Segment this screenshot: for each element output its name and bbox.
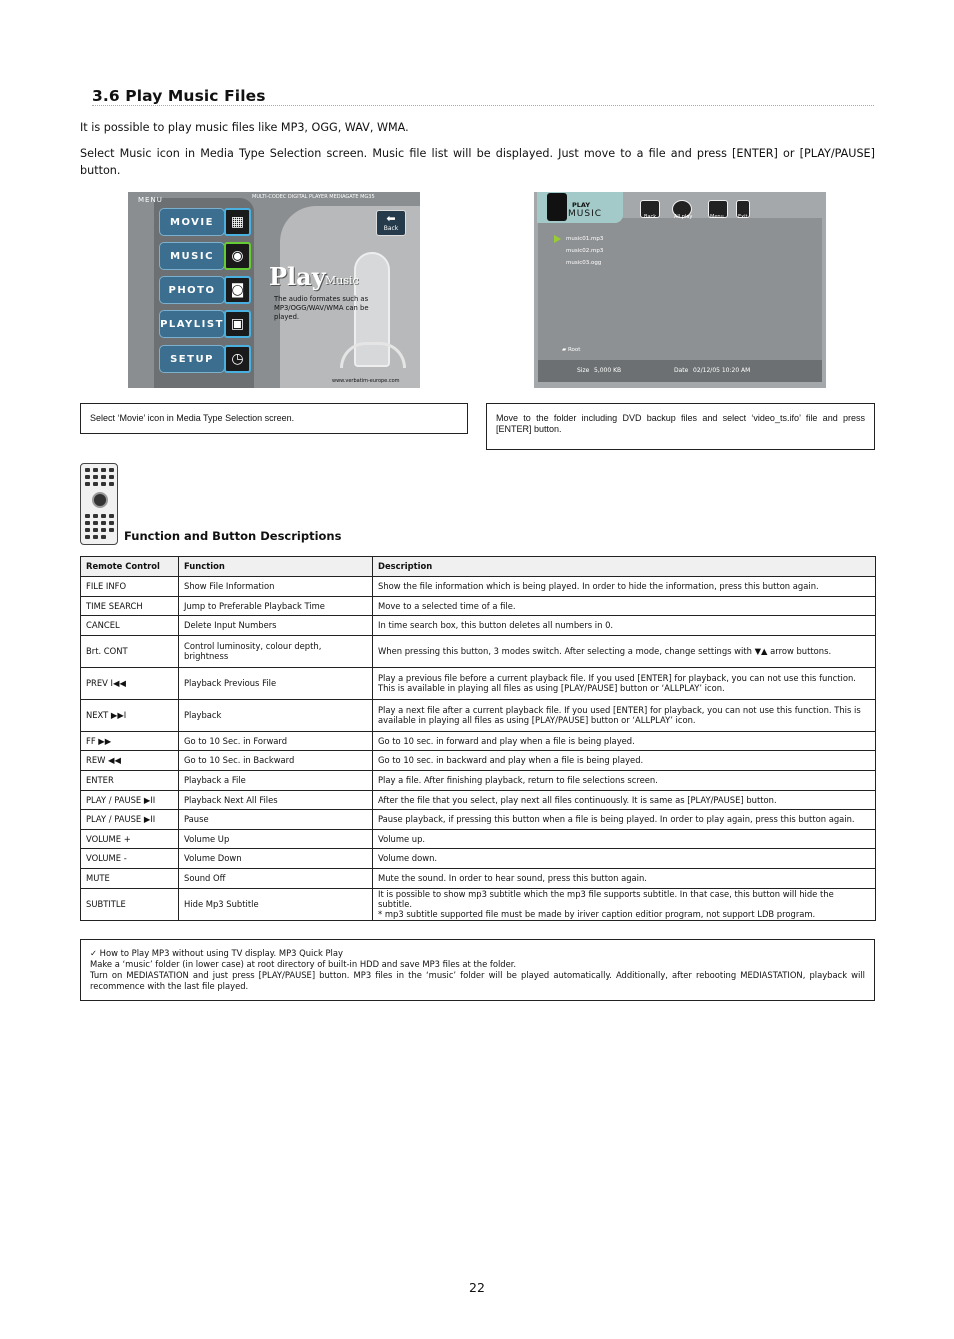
- cell-description: Show the file information which is being played. In order to hide the information, press this button again.: [373, 577, 876, 597]
- list-item: music02.mp3: [566, 248, 604, 254]
- table-row: [81, 829, 876, 849]
- date-label: Date: [674, 367, 689, 374]
- table-row: [81, 751, 876, 771]
- cell-remote: VOLUME -: [81, 849, 179, 869]
- menu-button-photo: PHOTO: [159, 276, 225, 304]
- cell-remote: VOLUME +: [81, 829, 179, 849]
- folder-label: Root: [567, 347, 581, 353]
- clock-icon: ◷: [224, 345, 251, 373]
- music-tab: [537, 192, 623, 223]
- cell-remote: FF ▶▶: [81, 731, 179, 751]
- table-row: [81, 790, 876, 810]
- table-row: [81, 849, 876, 869]
- cell-description: Play a next file after a current playback file. If you used [ENTER] for playback, you can not use this function. This is available in playing all files as using [PLAY/PAUSE] button or ‘ALLPLAY’ icon.: [373, 699, 876, 731]
- quick-play-note: [80, 939, 875, 1001]
- back-arrow-icon: ⬅: [386, 212, 396, 225]
- menu-button-music: MUSIC: [159, 242, 225, 270]
- size-label: Size: [577, 367, 590, 374]
- note-line: Turn on MEDIASTATION and just press [PLAY/PAUSE] button. MP3 files in the ‘music’ folder will be played automatically. Additionally, after rebooting MEDIASTATION, playback will recommence with the last file played.: [90, 970, 865, 991]
- cell-remote: TIME SEARCH: [81, 596, 179, 616]
- table-row: [81, 616, 876, 636]
- cell-description: [373, 888, 876, 920]
- cell-remote: ENTER: [81, 770, 179, 790]
- table-row: [81, 577, 876, 597]
- box-icon: ▣: [224, 310, 251, 338]
- music-list-screenshot: [534, 192, 826, 388]
- cell-function: Hide Mp3 Subtitle: [179, 888, 373, 920]
- table-row: [81, 770, 876, 790]
- cell-remote: PREV I◀◀: [81, 667, 179, 699]
- cell-remote: PLAY / PAUSE ▶II: [81, 790, 179, 810]
- cell-function: Jump to Preferable Playback Time: [179, 596, 373, 616]
- cell-description: In time search box, this button deletes all numbers in 0.: [373, 616, 876, 636]
- cell-remote: MUTE: [81, 868, 179, 888]
- note-line: Make a ‘music’ folder (in lower case) at root directory of built-in HDD and save MP3 files at the folder.: [90, 959, 517, 969]
- cell-remote: Brt. CONT: [81, 635, 179, 667]
- toolbar-exit-label: Exit: [738, 214, 748, 220]
- cell-function: Pause: [179, 810, 373, 830]
- menu-button-playlist: PLAYLIST: [159, 310, 225, 338]
- folder-root: [562, 347, 580, 353]
- column-header: Function: [179, 557, 373, 577]
- cell-function: Volume Down: [179, 849, 373, 869]
- cell-function: Volume Up: [179, 829, 373, 849]
- table-row: [81, 810, 876, 830]
- cell-remote: CANCEL: [81, 616, 179, 636]
- table-row: [81, 596, 876, 616]
- menu-label: MENU: [138, 196, 163, 204]
- column-header: Remote Control: [81, 557, 179, 577]
- cell-function: Playback Previous File: [179, 667, 373, 699]
- instruction-paragraph: Select Music icon in Media Type Selection screen. Music file list will be displayed. Just move to a file and press [ENTER] or [PLAY/PAUSE] button.: [80, 147, 875, 177]
- toolbar-menu-label: Menu: [710, 214, 724, 220]
- section-heading: [92, 86, 874, 106]
- date-value: 02/12/05 10:20 AM: [693, 367, 751, 374]
- play-subtitle: Music: [325, 274, 359, 287]
- website-url: www.verbatim-europe.com: [332, 378, 400, 384]
- cell-function: Show File Information: [179, 577, 373, 597]
- cell-remote: FILE INFO: [81, 577, 179, 597]
- menu-screenshot: [128, 192, 420, 388]
- tab-music-label: MUSIC: [568, 209, 603, 219]
- table-row: [81, 868, 876, 888]
- note-title: ✓ How to Play MP3 without using TV display. MP3 Quick Play: [90, 948, 343, 958]
- tab-play-label: PLAY: [572, 201, 591, 209]
- cell-remote: REW ◀◀: [81, 751, 179, 771]
- speaker-icon: [547, 193, 567, 221]
- table-row: [81, 699, 876, 731]
- section-title: Function and Button Descriptions: [124, 529, 342, 543]
- speaker-icon: ◉: [224, 242, 251, 270]
- heading-text: 3.6 Play Music Files: [92, 87, 266, 105]
- cell-description: Volume up.: [373, 829, 876, 849]
- cell-description: Play a previous file before a current playback file. If you used [ENTER] for playback, you can not use this function. This is available in playing all files as using [PLAY/PAUSE] button or ‘ALLPLAY’ icon.: [373, 667, 876, 699]
- cell-description: Move to a selected time of a file.: [373, 596, 876, 616]
- film-icon: ▦: [224, 208, 251, 236]
- cell-function: Playback Next All Files: [179, 790, 373, 810]
- back-button: [376, 210, 406, 236]
- cell-remote: SUBTITLE: [81, 888, 179, 920]
- cell-description: Mute the sound. In order to hear sound, press this button again.: [373, 868, 876, 888]
- list-item: music03.ogg: [566, 260, 602, 266]
- cell-description: Volume down.: [373, 849, 876, 869]
- cell-description: Pause playback, if pressing this button when a file is being played. In order to play again, press this button again.: [373, 810, 876, 830]
- camera-icon: ◙: [224, 276, 251, 304]
- cell-function: Control luminosity, colour depth, brightness: [179, 635, 373, 667]
- player-banner: MULTI-CODEC DIGITAL PLAYER MEDIAGATE MG35: [252, 194, 375, 200]
- caption-left: Select ‘Movie’ icon in Media Type Selection screen.: [80, 403, 468, 434]
- table-row: [81, 731, 876, 751]
- table-row: [81, 635, 876, 667]
- cell-function: Playback a File: [179, 770, 373, 790]
- cell-description: After the file that you select, play next all files continuously. It is same as [PLAY/PAUSE] button.: [373, 790, 876, 810]
- cell-remote: PLAY / PAUSE ▶II: [81, 810, 179, 830]
- list-item: music01.mp3: [566, 236, 604, 242]
- menu-button-movie: MOVIE: [159, 208, 225, 236]
- description-line: It is possible to show mp3 subtitle which the mp3 file supports subtitle. In that case, this button will hide the subtitle.: [378, 888, 834, 909]
- toolbar-back-label: Back: [644, 214, 657, 220]
- size-value: 5,000 KB: [594, 367, 622, 374]
- table-row: [81, 667, 876, 699]
- cell-remote: NEXT ▶▶I: [81, 699, 179, 731]
- cell-description: Go to 10 sec. in forward and play when a file is being played.: [373, 731, 876, 751]
- play-title: Play: [269, 262, 326, 291]
- cell-function: Delete Input Numbers: [179, 616, 373, 636]
- cell-description: Play a file. After finishing playback, return to file selections screen.: [373, 770, 876, 790]
- caption-right: Move to the folder including DVD backup files and select ‘video_ts.ifo’ file and press [ENTER] button.: [486, 403, 875, 450]
- toolbar-allplay-label: All play: [674, 214, 693, 220]
- column-header: Description: [373, 557, 876, 577]
- page-number: 22: [469, 1280, 485, 1295]
- cell-description: When pressing this button, 3 modes switch. After selecting a mode, change settings with ▼▲ arrow buttons.: [373, 635, 876, 667]
- file-list-area: [538, 218, 822, 382]
- description-line: * mp3 subtitle supported file must be made by iriver caption editior program, not support LDB program.: [378, 909, 816, 920]
- remote-control-icon: [80, 463, 118, 545]
- table-row: [81, 888, 876, 920]
- function-table: [80, 556, 876, 921]
- intro-paragraph: It is possible to play music files like MP3, OGG, WAV, WMA.: [80, 121, 409, 134]
- menu-button-setup: SETUP: [159, 345, 225, 373]
- cell-function: Go to 10 Sec. in Forward: [179, 731, 373, 751]
- cell-description: Go to 10 sec. in backward and play when a file is being played.: [373, 751, 876, 771]
- back-label: Back: [383, 225, 399, 232]
- play-cursor-icon: [554, 235, 561, 243]
- table-header-row: [81, 557, 876, 577]
- cell-function: Go to 10 Sec. in Backward: [179, 751, 373, 771]
- play-description: The audio formates such as MP3/OGG/WAV/WMA can be played.: [274, 295, 369, 321]
- cell-function: Sound Off: [179, 868, 373, 888]
- folder-icon: ▰: [562, 347, 568, 353]
- cell-function: Playback: [179, 699, 373, 731]
